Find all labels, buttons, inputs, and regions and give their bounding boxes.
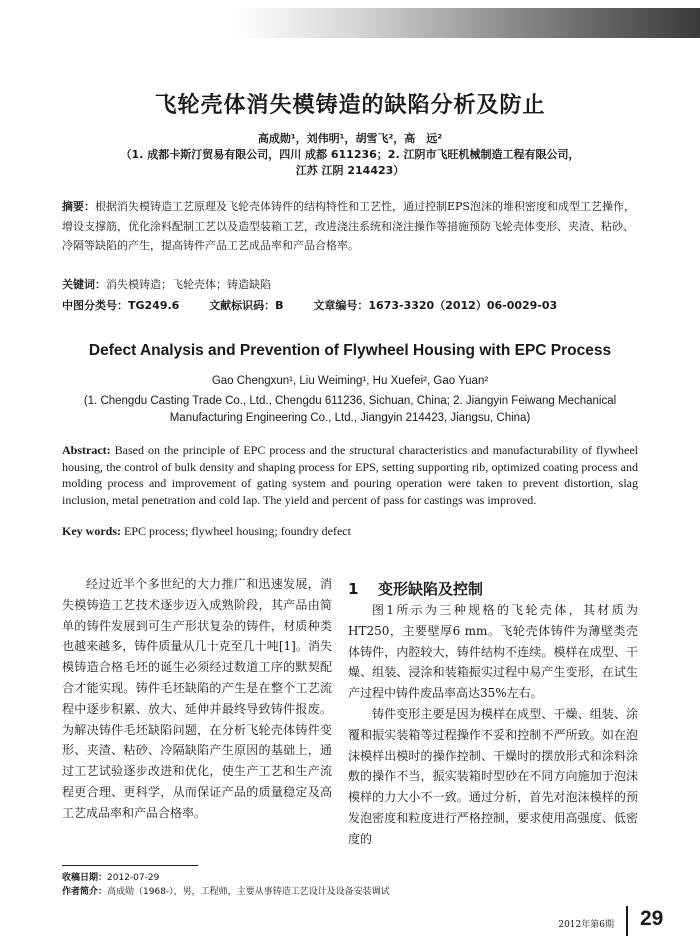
- section-body: [348, 600, 638, 850]
- english-keywords: [62, 524, 638, 539]
- author-bio-note: [62, 884, 638, 897]
- received-date-note: [62, 870, 638, 883]
- chinese-authors: 高成勋¹，刘伟明¹，胡雪飞²，高 远²: [257, 132, 443, 145]
- english-affiliations: (1. Chengdu Casting Trade Co., Ltd., Chengdu 611236, Sichuan, China; 2. Jiangyin Feiwang Mechanical Manufacturing Engineering Co., Ltd., Jiangyin 214423, Jiangsu, China): [83, 395, 617, 424]
- affiliation-line-1: （1. 成都卡斯汀贸易有限公司，四川 成都 611236；2. 江阴市飞旺机械制造工程有限公司，: [120, 148, 580, 161]
- section-title: 变形缺陷及控制: [378, 580, 484, 598]
- section-number: 1: [348, 580, 359, 598]
- page-number-divider: [626, 906, 628, 936]
- document-code: 文献标识码：B: [209, 299, 284, 312]
- english-abstract-text: Based on the principle of EPC process and the structural characteristics and manufacturability of flywheel housing, the control of bulk density and shaping process for EPS, setting supporting rib, optimized coating process and molding process and improvement of gating system and pouring operation were taken to prevent distortion, slag inclusion, metal penetration and cold lap. The yield and percent of pass for castings was improved.: [62, 443, 638, 507]
- affiliation-line-2: 江苏 江阴 214423）: [295, 164, 405, 177]
- english-abstract: [62, 442, 638, 508]
- chinese-affiliations: [60, 147, 640, 179]
- section-heading: [348, 578, 638, 599]
- footnote-divider: [62, 865, 198, 866]
- received-label: 收稿日期：: [62, 873, 108, 883]
- clc-number: 中图分类号：TG249.6: [62, 299, 180, 312]
- header-decoration-band: [235, 8, 700, 38]
- received-date: 2012-07-29: [107, 873, 160, 883]
- intro-paragraph: 经过近半个多世纪的大力推广和迅速发展，消失模铸造工艺技术逐步迈入成熟阶段，其产品由简单的铸件发展到可生产形状复杂的铸件，材质种类也越来越多，铸件质量从几十克至几十吨[1]。消失模铸造合格毛坯的诞生必须经过数道工序的默契配合才能实现。铸件毛坯缺陷的产生是在整个工艺流程中逐步积累、放大、延伸并最终导致铸件报废。为解决铸件毛坯缺陷问题，在分析飞轮壳体铸件变形、夹渣、粘砂、冷隔缺陷产生原因的基础上，通过工艺试验逐步改进和优化，使生产工艺和生产流程更合理、更科学，从而保证产品的质量稳定及高工艺成品率和产品合格率。: [62, 577, 332, 820]
- chinese-title: 飞轮壳体消失模铸造的缺陷分析及防止: [154, 93, 546, 118]
- section-paragraph-1: 图1所示为三种规格的飞轮壳体，其材质为HT250，主要壁厚6 mm。飞轮壳体铸件为薄壁类壳体铸件，内腔较大，铸件结构不连续。模样在成型、干燥、组装、浸涂和装箱振实过程中易产生变形，在试生产过程中铸件废品率高达35%左右。: [348, 603, 638, 701]
- english-authors: Gao Chengxun¹, Liu Weiming¹, Hu Xuefei², Gao Yuan²: [211, 375, 489, 387]
- article-number: 文章编号：1673-3320（2012）06-0029-03: [313, 299, 558, 312]
- chinese-abstract: [62, 197, 638, 256]
- author-bio: 高成勋（1968-），男，工程师，主要从事铸造工艺设计及设备安装调试: [107, 887, 390, 897]
- classification-line: [62, 297, 638, 313]
- section-paragraph-2: 铸件变形主要是因为模样在成型、干燥、组装、涂覆和振实装箱等过程操作不妥和控制不严所致。如在泡沫模样出模时的操作控制、干燥时的摆放形式和涂料涂敷的操作不当，振实装箱时型砂在不同方向施加于泡沫模样的力大小不一致。通过分析，首先对泡沫模样的预发泡密度和粒度进行严格控制，要求使用高强度、低密度的: [348, 706, 638, 846]
- keywords-label: 关键词：: [62, 278, 106, 291]
- english-keywords-label: Key words:: [62, 524, 121, 538]
- english-keywords-text: EPC process; flywheel housing; foundry defect: [124, 524, 351, 538]
- english-title: Defect Analysis and Prevention of Flywheel Housing with EPC Process: [88, 342, 612, 359]
- page-number: 29: [640, 907, 664, 930]
- issue-label: 2012年第6期: [558, 920, 614, 930]
- english-abstract-label: Abstract:: [62, 443, 111, 457]
- keywords-text: 消失模铸造；飞轮壳体；铸造缺陷: [106, 278, 271, 291]
- abstract-label: 摘要：: [62, 200, 95, 213]
- author-bio-label: 作者简介：: [62, 887, 108, 897]
- abstract-text: 根据消失模铸造工艺原理及飞轮壳体铸件的结构特性和工艺性，通过控制EPS泡沫的堆积密度和成型工艺操作，增设支撑筋，优化涂料配制工艺以及造型装箱工艺，改进浇注系统和浇注操作等措施预防飞轮壳体变形、夹渣、粘砂、冷隔等缺陷的产生，提高铸件产品工艺成品率和产品合格率。: [62, 200, 635, 252]
- chinese-keywords: [62, 276, 638, 292]
